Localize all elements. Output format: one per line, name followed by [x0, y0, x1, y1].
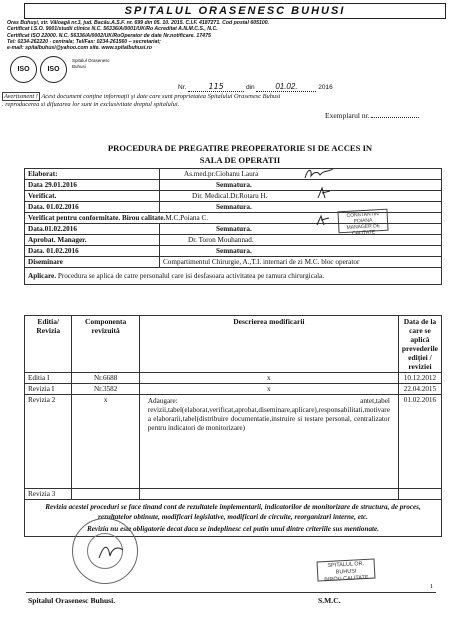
value-cell: Dir. Medical.Dr.Rotaru H. [160, 191, 442, 202]
nr-value: 115 [188, 82, 244, 92]
stamp-line: SPITALUL OR. BUHUSI [327, 561, 365, 576]
header-address-block [7, 20, 463, 51]
nr-label: Nr. [178, 84, 187, 91]
table-row [25, 489, 442, 500]
value-cell: Dr. Toron Mouhannad. [160, 235, 442, 246]
table-cell: Revizia 2 [25, 395, 72, 489]
page-number: 1 [430, 583, 434, 590]
table-row [25, 235, 442, 246]
warning-text-2: . reproducerea si difuzarea lor sunt in exclusivitate dreptul spitalului. [2, 101, 180, 108]
table-cell: Revizia I [25, 384, 72, 395]
table-cell: x [72, 395, 139, 489]
label-cell: Verificat. [25, 191, 160, 202]
signature-elaborat [302, 166, 336, 182]
table-row [25, 373, 442, 384]
hospital-title: SPITALUL ORASENESC BUHUSI [24, 3, 446, 19]
stamp-line: MANAGER DE [346, 223, 381, 231]
table-cell: Adaugare: antet,tabel revizii,tabel(elaborat,verificat,aprobat,diseminare,aplicare),responsabilitati,motivare a elaborarii,tabel(distribuire documentatie,instruire si testare personal, centralizator pentru indicatori de monitorizare) [139, 395, 398, 489]
quality-manager-stamp [337, 209, 388, 237]
signature-bottom [96, 540, 126, 562]
document-title [40, 142, 440, 166]
footer-smc: S.M.C. [318, 596, 341, 605]
column-header: Componenta revizuită [72, 316, 139, 373]
label-cell: Data 29.01.2016 [25, 180, 160, 191]
label-cell: Aprobat. Manager. [25, 235, 160, 246]
signature-aprobat [314, 214, 336, 228]
conformity-value: M.C.Poiana C. [165, 214, 209, 222]
table-header-row [25, 316, 442, 373]
table-cell: Revizia 3 [25, 489, 72, 500]
value-cell: Semnatura. [160, 180, 442, 191]
exemplar-label: Exemplarul nr. [325, 111, 370, 120]
revision-table [24, 315, 442, 537]
column-header: Descrierea modificarii [139, 316, 398, 373]
stamp-line: BIROU CALITATE [324, 574, 369, 584]
column-header: Data de la care se aplică prevederile ediţiei / reviziei [398, 316, 441, 373]
stamp-line: CALITATE [351, 229, 376, 237]
warning-label: Avertisment ! [4, 93, 38, 100]
label-cell: Elaborat: [25, 169, 160, 180]
table-row [25, 268, 442, 285]
aplicare-cell [25, 268, 442, 285]
table-cell: Nr.6688 [72, 373, 139, 384]
value-cell: Semnatura. [160, 246, 442, 257]
signature-verificat [314, 186, 336, 200]
table-row [25, 395, 442, 489]
year: 2016 [318, 84, 333, 91]
table-cell: x [139, 384, 398, 395]
quality-office-stamp [317, 558, 376, 584]
table-cell: 01.02.2016 [398, 395, 441, 489]
iso-logo-2: ISO [40, 56, 67, 83]
value-cell: Compartimentul Chirurgie, A.,T.I. internari de zi M.C. bloc operator [160, 257, 442, 268]
column-header: Editia/ Revizia [25, 316, 72, 373]
header-line: Tel: 0234-262220 - centrala; Tel/Fax: 0234-261560 – secretariat; [7, 38, 161, 45]
iso-logo: ISO [10, 56, 37, 83]
table-cell: x [139, 373, 398, 384]
value-cell: As.med.pr.Ciobanu Laura [160, 169, 442, 180]
header-line: e-mail: spitalbuhusi@yahoo.com site. www.spitalbuhusi.ro [7, 45, 152, 52]
table-cell [139, 489, 398, 500]
stamp-line: CONSTANTIN POIANA [346, 211, 379, 225]
table-cell: Nr.3582 [72, 384, 139, 395]
table-cell [72, 489, 139, 500]
revision-note: Revizia acestei proceduri se face tinand cont de rezultatele implementarii, indicatorilor de monitorizare de structura, de proces, rezultatelor obtinute, modificari legislative, modificari de circuite, reorganizari interne, etc. [45, 503, 421, 521]
header-line: Certificat ISO 22000. N.C. 56336/A/0002/UK/RoOperator de date Nr.notificare. 17475 [7, 32, 211, 39]
table-row [25, 384, 442, 395]
value-cell: Semnatura. [160, 202, 442, 213]
table-row [25, 257, 442, 268]
table-cell: 10.12.2012 [398, 373, 441, 384]
table-row [25, 180, 442, 191]
aplicare-label: Aplicare. [28, 272, 57, 280]
table-row [25, 246, 442, 257]
din-label: din [245, 84, 255, 91]
exemplar-line [325, 111, 419, 120]
header-line: Certificat I.S.O. 9001/studii clinice N.C. 56336/A/0001/UK/Ro Acreditat A.N.M.C.S., N.C. [7, 26, 218, 33]
label-cell: Data. 01.02.2016 [25, 246, 160, 257]
table-row [25, 191, 442, 202]
table-cell: 22.04.2015 [398, 384, 441, 395]
aplicare-text: Procedura se aplica de catre personalul care isi desfasoara activitatea pe ramura chirurgicala. [57, 272, 325, 280]
label-cell: Data. 01.02.2016 [25, 202, 160, 213]
date-value: 01.02. [256, 82, 316, 92]
header-line: Oras Buhuşi, str. Văloagă nr.3, jud. Bacău.A.S.F. nr. 699 din 05. 10. 2015. C.I.F. 4187271. Cod postal 605100. [7, 20, 270, 26]
conformity-label: Verificat pentru conformitate. Birou calitate. [28, 214, 166, 222]
value-cell: Semnatura. [160, 224, 442, 235]
title-line-1: PROCEDURA DE PREGATIRE PREOPERATORIE SI DE ACCES IN [107, 143, 373, 153]
hospital-logo: Spitalul Orasenesc Buhusi [72, 58, 110, 69]
warning-block [2, 93, 468, 109]
table-row [25, 169, 442, 180]
warning-text: Acest document conţine informaţii şi date care sunt proprietatea Spitalului Orasenesc Buhusi [41, 93, 281, 100]
label-cell: Data.01.02.2016 [25, 224, 160, 235]
registration-line [178, 82, 333, 92]
table-cell [398, 489, 441, 500]
title-line-2: SALA DE OPERATII [199, 155, 281, 165]
revision-note-2: Revizia nu este obligatorie decat daca se indeplinesc cel putin unul dintre criteriile sus mentionate. [86, 525, 380, 533]
footer-hospital: Spitalul Orasenesc Buhusi. [28, 596, 116, 605]
table-cell: Editia I [25, 373, 72, 384]
label-cell: Diseminare [25, 257, 160, 268]
